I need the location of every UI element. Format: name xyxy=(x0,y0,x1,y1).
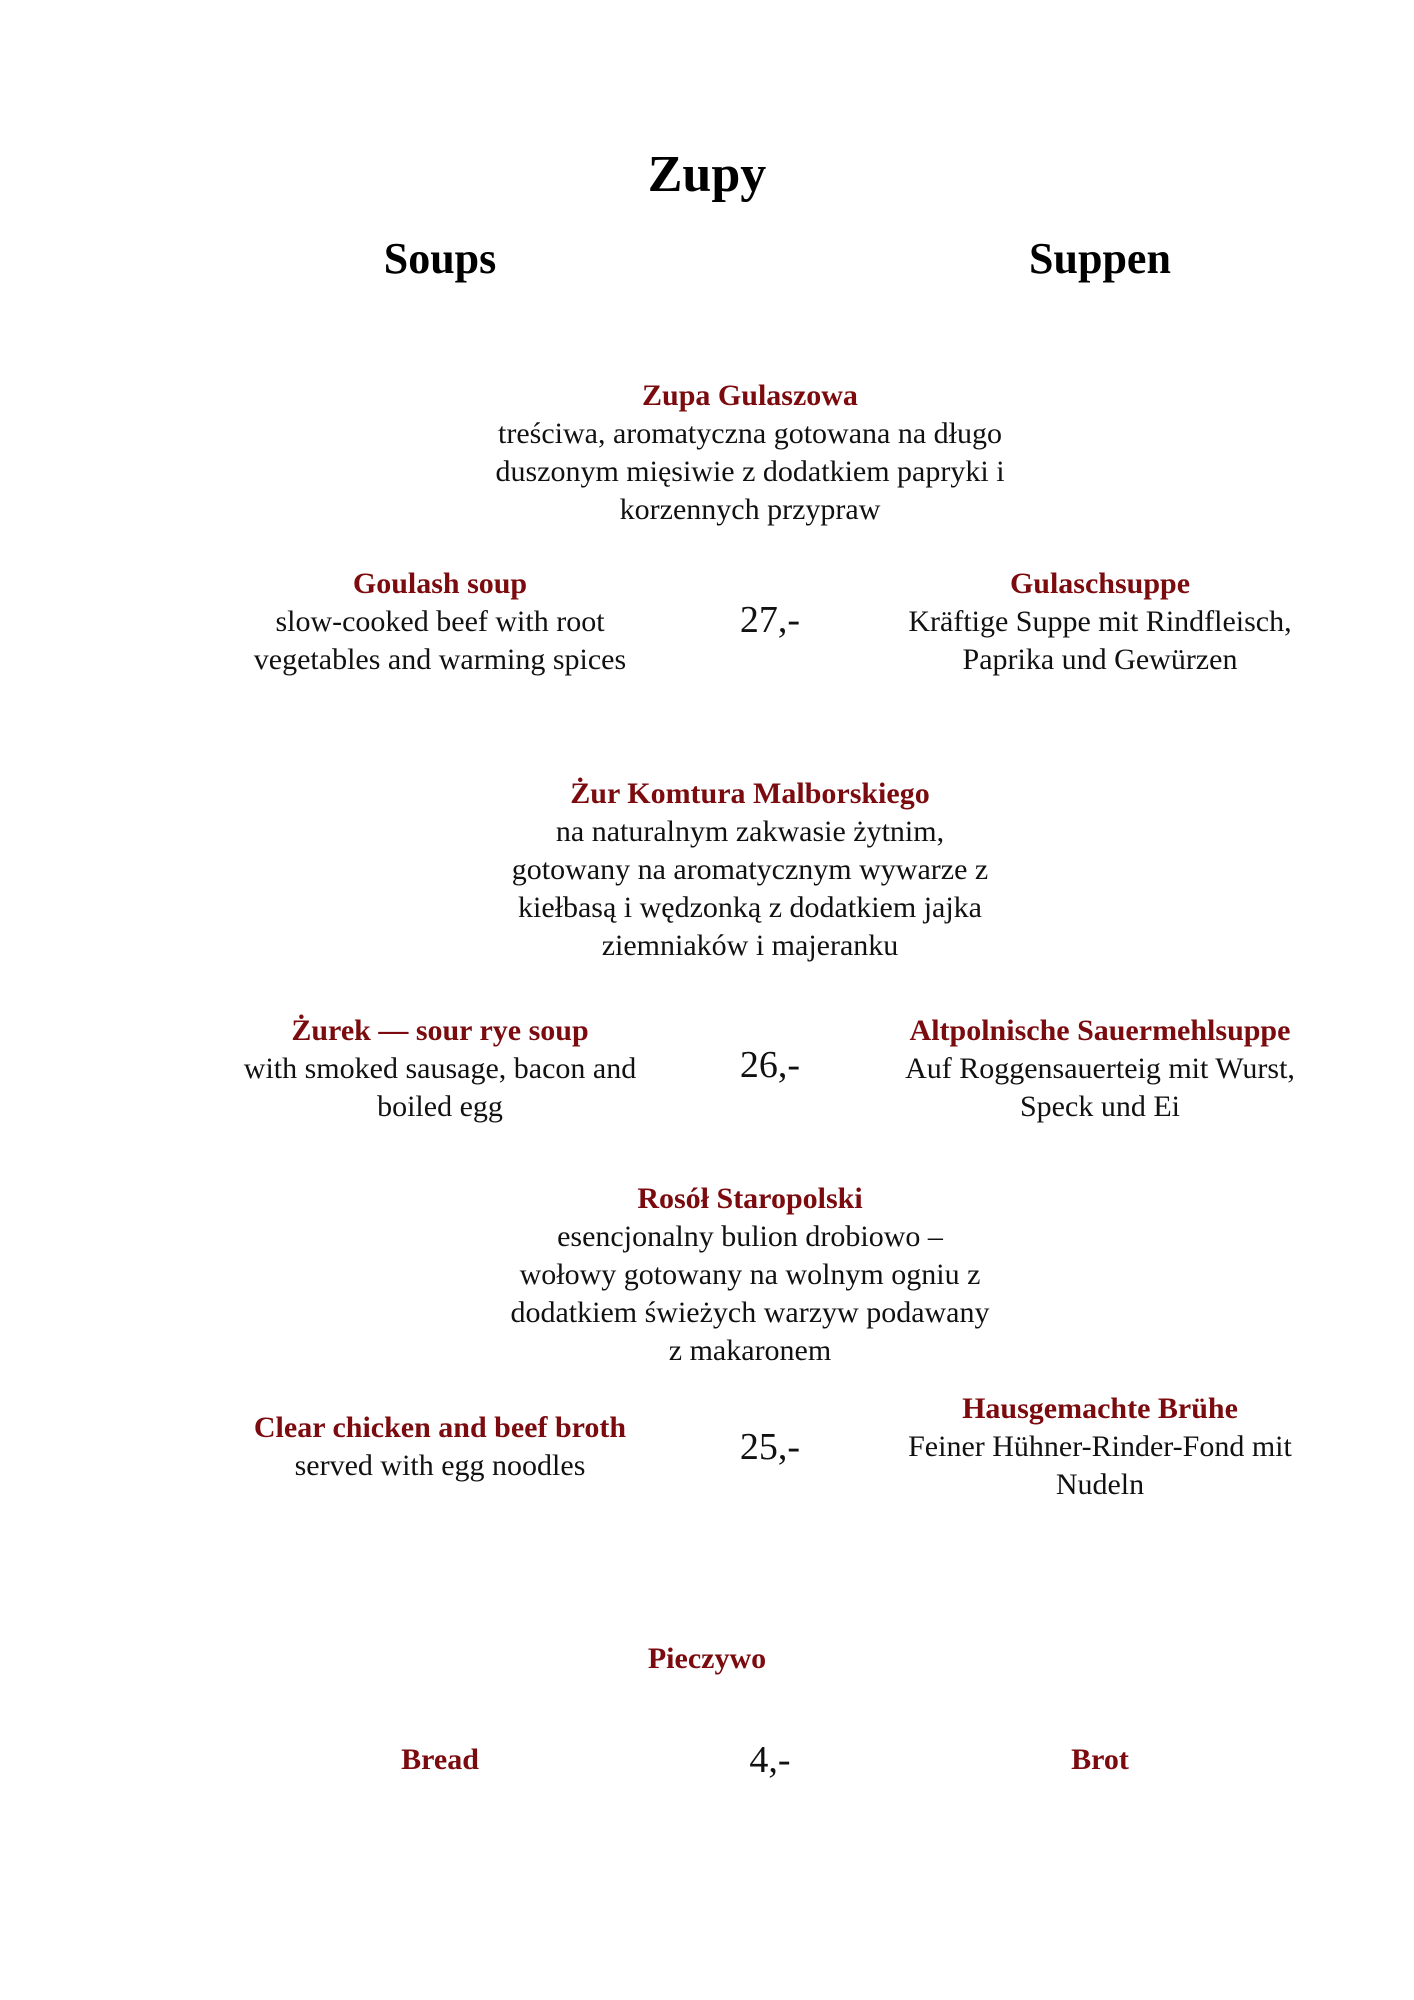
dish-description-line: served with egg noodles xyxy=(294,1449,586,1482)
dish-description-line: wołowy gotowany na wolnym ogniu z xyxy=(519,1258,981,1291)
dish-description-line: Paprika und Gewürzen xyxy=(962,643,1238,676)
dish-description-line: duszonym mięsiwie z dodatkiem papryki i xyxy=(495,455,1005,488)
column-heading-german: Suppen xyxy=(1029,234,1171,283)
menu-item-polish xyxy=(360,775,1140,965)
dish-description-line: gotowany na aromatycznym wywarze z xyxy=(511,853,989,886)
dish-description-line: Kräftige Suppe mit Rindfleisch, xyxy=(908,605,1292,638)
dish-name-german: Brot xyxy=(1071,1743,1129,1776)
dish-name-polish: Żur Komtura Malborskiego xyxy=(570,777,930,810)
menu-item-english xyxy=(180,1409,700,1485)
dish-description-line: z makaronem xyxy=(668,1334,832,1367)
dish-description-line: with smoked sausage, bacon and xyxy=(243,1052,637,1085)
dish-name-english: Clear chicken and beef broth xyxy=(253,1411,627,1444)
dish-name-polish: Zupa Gulaszowa xyxy=(642,379,858,412)
dish-price: 26,- xyxy=(739,1044,801,1086)
menu-item-polish xyxy=(360,1180,1140,1370)
dish-name-polish: Rosół Staropolski xyxy=(637,1182,863,1215)
dish-price: 25,- xyxy=(739,1426,801,1468)
dish-description-line: ziemniaków i majeranku xyxy=(601,929,899,962)
menu-item-german xyxy=(830,1390,1370,1504)
dish-description-line: korzennych przypraw xyxy=(619,493,881,526)
dish-name-german: Hausgemachte Brühe xyxy=(962,1392,1238,1425)
dish-name-english: Żurek — sour rye soup xyxy=(291,1014,589,1047)
dish-name-english: Bread xyxy=(401,1743,479,1776)
menu-item-polish xyxy=(360,377,1140,529)
menu-item-german xyxy=(830,1012,1370,1126)
dish-description-line: slow-cooked beef with root xyxy=(275,605,605,638)
dish-description-line: Nudeln xyxy=(1055,1468,1145,1501)
dish-description-line: Speck und Ei xyxy=(1020,1090,1180,1123)
dish-description-line: Feiner Hühner-Rinder-Fond mit xyxy=(908,1430,1292,1463)
dish-description-line: kiełbasą i wędzonką z dodatkiem jajka xyxy=(518,891,982,924)
menu-item-german xyxy=(830,565,1370,679)
dish-description-line: boiled egg xyxy=(377,1090,503,1123)
dish-description-line: vegetables and warming spices xyxy=(253,643,627,676)
dish-price: 4,- xyxy=(749,1739,791,1781)
dish-description-line: treściwa, aromatyczna gotowana na długo xyxy=(498,417,1002,450)
page-title: Zupy xyxy=(647,146,767,203)
dish-name-english: Goulash soup xyxy=(352,567,528,600)
dish-description-line: na naturalnym zakwasie żytnim, xyxy=(555,815,945,848)
menu-item-english xyxy=(180,565,700,679)
dish-description-line: Auf Roggensauerteig mit Wurst, xyxy=(905,1052,1295,1085)
dish-description-line: dodatkiem świeżych warzyw podawany xyxy=(510,1296,990,1329)
dish-name-german: Altpolnische Sauermehlsuppe xyxy=(909,1014,1291,1047)
section-heading-bread: Pieczywo xyxy=(647,1642,767,1675)
column-heading-english: Soups xyxy=(383,234,497,283)
dish-price: 27,- xyxy=(739,599,801,641)
menu-item-english xyxy=(180,1012,700,1126)
dish-description-line: esencjonalny bulion drobiowo – xyxy=(557,1220,943,1253)
dish-name-german: Gulaschsuppe xyxy=(1009,567,1191,600)
